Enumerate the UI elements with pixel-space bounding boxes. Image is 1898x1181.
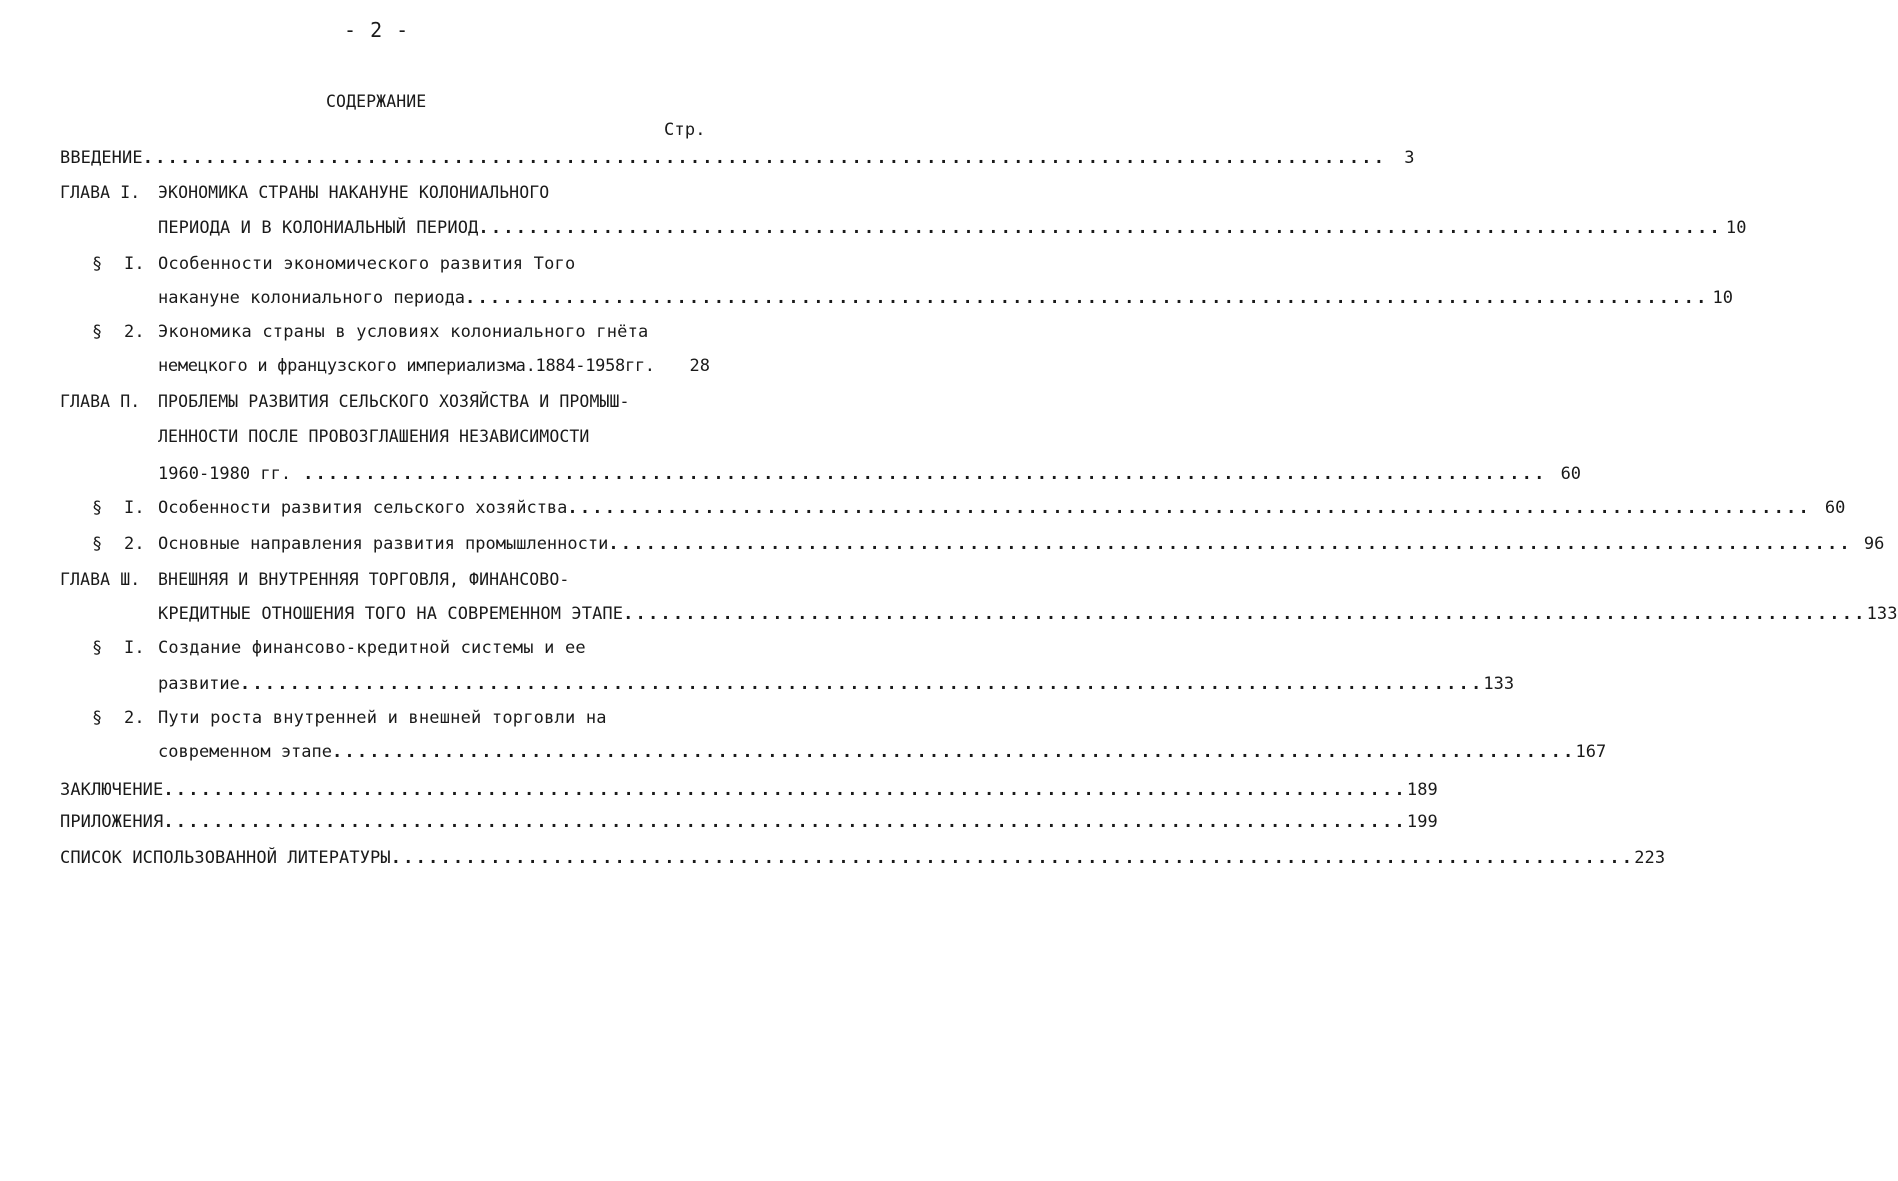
- chapter-3-prefix: ГЛАВА Ш.: [60, 570, 141, 589]
- toc-entry-section-2-1[interactable]: [158, 498, 1846, 518]
- toc-entry-chapter-3[interactable]: [158, 604, 1898, 624]
- dot-leader: ....................................................................................................: [142, 148, 1387, 168]
- dot-leader: ....................................................................................................: [332, 742, 1576, 762]
- toc-label: ЗАКЛЮЧЕНИЕ: [60, 780, 164, 800]
- dot-leader: ....................................................................................................: [465, 288, 1709, 308]
- toc-page-number: 28: [689, 356, 710, 376]
- toc-page-number: 167: [1575, 742, 1607, 762]
- section-mark: §: [92, 638, 103, 658]
- section-1-1-title-line2: накануне колониального периода: [158, 288, 466, 308]
- section-mark: §: [92, 708, 103, 728]
- toc-page-number: 96: [1863, 534, 1885, 554]
- section-3-2-title-line2: современном этапе: [158, 742, 332, 762]
- toc-page-number: 10: [1712, 288, 1734, 308]
- toc-page-number: 60: [1824, 498, 1846, 518]
- section-1-2-title-line2[interactable]: немецкого и французского империализма.1884-1958гг.: [158, 356, 655, 376]
- chapter-3-title-line1[interactable]: ВНЕШНЯЯ И ВНУТРЕННЯЯ ТОРГОВЛЯ, ФИНАНСОВО-: [158, 570, 570, 589]
- toc-page-number: 199: [1406, 812, 1438, 832]
- toc-entry-section-3-1[interactable]: [158, 674, 1515, 694]
- toc-entry-section-1-1[interactable]: [158, 288, 1734, 308]
- dot-leader: ....................................................................................................: [163, 812, 1407, 832]
- toc-page-number: 133: [1866, 604, 1898, 624]
- section-3-1-title-line2: развитие: [158, 674, 240, 694]
- section-1-2-title-line1[interactable]: Экономика страны в условиях колониального гнёта: [158, 322, 649, 342]
- toc-entry-chapter-2[interactable]: [158, 464, 1582, 484]
- toc-page-number: 10: [1725, 218, 1747, 238]
- section-number: I.: [124, 254, 145, 274]
- section-number: 2.: [124, 708, 145, 728]
- dot-leader: ....................................................................................................: [567, 498, 1811, 518]
- section-mark: §: [92, 322, 103, 342]
- toc-label: ВВЕДЕНИЕ: [60, 148, 143, 168]
- toc-entry-section-2-2[interactable]: [158, 534, 1885, 554]
- chapter-1-prefix: ГЛАВА I.: [60, 183, 141, 202]
- page-number: - 2 -: [344, 18, 410, 42]
- toc-entry-section-3-2[interactable]: [158, 742, 1607, 762]
- section-2-2-title: Основные направления развития промышленности: [158, 534, 609, 554]
- toc-page-number: 223: [1634, 848, 1666, 868]
- toc-label: СПИСОК ИСПОЛЬЗОВАННОЙ ЛИТЕРАТУРЫ: [60, 848, 391, 868]
- section-number: 2.: [124, 322, 145, 342]
- chapter-1-title-line2: ПЕРИОДА И В КОЛОНИАЛЬНЫЙ ПЕРИОД: [158, 218, 479, 238]
- section-mark: §: [92, 498, 103, 518]
- toc-label: ПРИЛОЖЕНИЯ: [60, 812, 164, 832]
- toc-page-number: 60: [1560, 464, 1582, 484]
- toc-page-number: 189: [1406, 780, 1438, 800]
- chapter-1-title-line1[interactable]: ЭКОНОМИКА СТРАНЫ НАКАНУНЕ КОЛОНИАЛЬНОГО: [158, 183, 550, 202]
- dot-leader: ....................................................................................................: [303, 464, 1547, 484]
- toc-entry-intro[interactable]: [60, 148, 1415, 168]
- section-2-1-title: Особенности развития сельского хозяйства: [158, 498, 568, 518]
- dot-leader: ....................................................................................................: [478, 218, 1722, 238]
- toc-entry-conclusion[interactable]: [60, 780, 1438, 800]
- section-3-2-title-line1[interactable]: Пути роста внутренней и внешней торговли на: [158, 708, 607, 728]
- chapter-2-prefix: ГЛАВА П.: [60, 392, 141, 411]
- section-mark: §: [92, 254, 103, 274]
- section-number: I.: [124, 498, 145, 518]
- section-mark: §: [92, 534, 103, 554]
- dot-leader: ....................................................................................................: [239, 674, 1484, 694]
- dot-leader: ....................................................................................................: [163, 780, 1407, 800]
- chapter-3-title-line2: КРЕДИТНЫЕ ОТНОШЕНИЯ ТОГО НА СОВРЕМЕННОМ ЭТАПЕ: [158, 604, 624, 624]
- toc-entry-appendix[interactable]: [60, 812, 1438, 832]
- section-3-1-title-line1[interactable]: Создание финансово-кредитной системы и ее: [158, 638, 586, 658]
- section-number: 2.: [124, 534, 145, 554]
- page-title: СОДЕРЖАНИЕ: [326, 92, 427, 111]
- section-number: I.: [124, 638, 145, 658]
- dot-leader: ....................................................................................................: [623, 604, 1867, 624]
- section-1-1-title-line1[interactable]: Особенности экономического развития Того: [158, 254, 576, 274]
- chapter-2-title-line2[interactable]: ЛЕННОСТИ ПОСЛЕ ПРОВОЗГЛАШЕНИЯ НЕЗАВИСИМОСТИ: [158, 427, 590, 446]
- toc-page-number: 3: [1404, 148, 1415, 168]
- dot-leader: ....................................................................................................: [608, 534, 1852, 554]
- page-column-label: Стр.: [664, 120, 706, 140]
- toc-entry-bibliography[interactable]: [60, 848, 1666, 868]
- dot-leader: ....................................................................................................: [390, 848, 1635, 868]
- chapter-2-title-line3: 1960-1980 гг.: [158, 464, 292, 484]
- toc-entry-chapter-1[interactable]: [158, 218, 1747, 238]
- chapter-2-title-line1[interactable]: ПРОБЛЕМЫ РАЗВИТИЯ СЕЛЬСКОГО ХОЗЯЙСТВА И ПРОМЫШ-: [158, 392, 630, 411]
- toc-page-number: 133: [1483, 674, 1515, 694]
